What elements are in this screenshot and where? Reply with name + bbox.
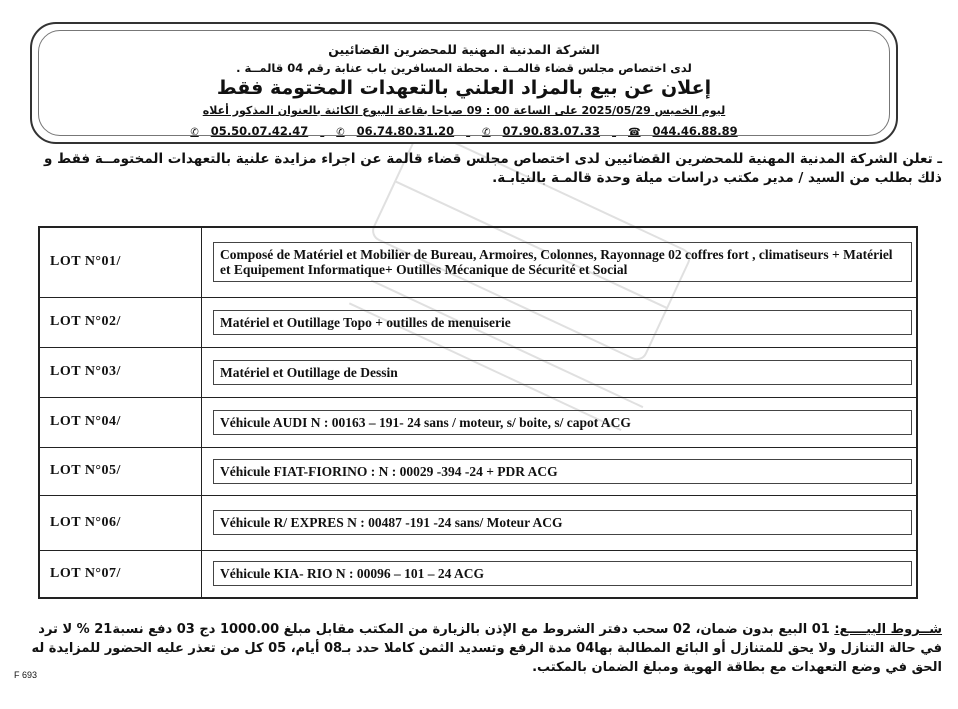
lots-table: [38, 226, 918, 599]
sale-conditions: [14, 620, 942, 677]
lot-number: LOT N°07/: [39, 550, 202, 598]
table-row: [39, 347, 917, 397]
lot-description: Véhicule KIA- RIO N : 00096 – 101 – 24 ACG: [202, 550, 918, 598]
announcement-title: إعلان عن بيع بالمزاد العلني بالتعهدات المختومة فقط: [216, 77, 712, 99]
table-row: [39, 227, 917, 297]
header-box: [30, 22, 898, 144]
phone-icon: ✆: [190, 127, 199, 138]
lot-number: LOT N°02/: [39, 297, 202, 347]
reference-code: F 693: [14, 670, 38, 680]
phone-icon: ✆: [482, 127, 491, 138]
lot-description: Véhicule FIAT-FIORINO : N : 00029 -394 -24 + PDR ACG: [202, 447, 918, 495]
phone-3: ✆ 07.90.83.07.33: [482, 124, 601, 138]
sale-date-line: ليوم الخميس 2025/05/29 على الساعة 00 : 09 صباحا بقاعة البيوع الكائنة بالعنوان المذكور أعلاه: [202, 104, 726, 117]
table-row: [39, 495, 917, 550]
intro-paragraph: ـ تعلن الشركة المدنية المهنية للمحضرين القضائيين لدى اختصاص مجلس قضاء قالمة عن اجراء مزايدة علنية بالتعهدات المختومــة فقط و ذلك بطلب من السيد / مدير مكتب دراسات ميلة وحدة قالمـة بالنيابـة.: [44, 151, 942, 186]
conditions-title: شــروط البيــــع:: [834, 622, 942, 637]
phone-2: ✆ 06.74.80.31.20: [336, 124, 455, 138]
lot-number: LOT N°05/: [39, 447, 202, 495]
fax-icon: ☎: [628, 127, 641, 138]
company-name: الشركة المدنية المهنية للمحضرين القضائيين: [328, 42, 600, 57]
table-row: [39, 297, 917, 347]
conditions-text: 01 البيع بدون ضمان، 02 سحب دفتر الشروط مع الإذن بالزيارة من المكتب مقابل مبلغ 1000.00 دج 03 دفع نسبة21 % لا ترد في حالة التنازل ولا يحق للمتنازل أو البائع المطالبة بها04 مدة الرفع وتسديد الثمن كاملا حدد بـ08 أيام، 05 كل من تعذر عليه الحضور للمزايدة له الحق في وضع التعهدات مع بطاقة الهوية ومبلغ الضمان بالمكتب.: [31, 622, 942, 675]
phone-icon: ✆: [336, 127, 345, 138]
lot-number: LOT N°06/: [39, 495, 202, 550]
table-row: [39, 447, 917, 495]
lot-number: LOT N°01/: [39, 227, 202, 297]
lot-description: Matériel et Outillage de Dessin: [202, 347, 918, 397]
contact-line: [32, 124, 896, 138]
table-row: [39, 397, 917, 447]
phone-1: ✆ 05.50.07.42.47: [190, 124, 309, 138]
lot-description: Véhicule AUDI N : 00163 – 191- 24 sans / moteur, s/ boite, s/ capot ACG: [202, 397, 918, 447]
company-address: لدى اختصاص مجلس قضاء قالمــة . محطة المسافرين باب عنابة رقم 04 قالمــة .: [236, 61, 692, 75]
lot-number: LOT N°04/: [39, 397, 202, 447]
lot-description: Véhicule R/ EXPRES N : 00487 -191 -24 sans/ Moteur ACG: [202, 495, 918, 550]
lot-description: Composé de Matériel et Mobilier de Bureau, Armoires, Colonnes, Rayonnage 02 coffres fort , climatiseurs + Matériel et Equipement Informatique+ Outilles Mécanique de Sécurité et Social: [202, 227, 918, 297]
lot-number: LOT N°03/: [39, 347, 202, 397]
lot-description: Matériel et Outillage Topo + outilles de menuiserie: [202, 297, 918, 347]
fax: ☎ 044.46.88.89: [628, 124, 738, 138]
table-row: [39, 550, 917, 598]
